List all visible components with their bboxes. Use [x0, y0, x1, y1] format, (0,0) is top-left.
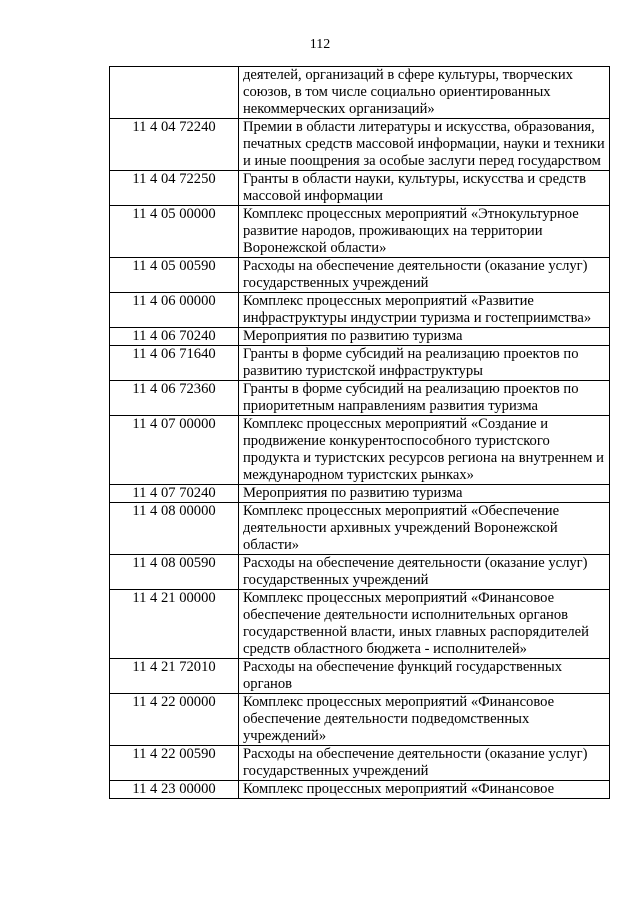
- expense-description-cell: деятелей, организаций в сфере культуры, творческих союзов, в том числе социально ориентированных некоммерческих организаций»: [239, 67, 610, 119]
- classification-code-cell: 11 4 07 70240: [110, 485, 239, 503]
- expense-description-cell: Мероприятия по развитию туризма: [239, 328, 610, 346]
- table-row: [110, 258, 610, 293]
- classification-code-cell: 11 4 23 00000: [110, 781, 239, 799]
- classification-code-cell: 11 4 21 00000: [110, 590, 239, 659]
- table-row: [110, 346, 610, 381]
- expense-description-cell: Расходы на обеспечение функций государственных органов: [239, 659, 610, 694]
- classification-code-cell: 11 4 06 00000: [110, 293, 239, 328]
- table-row: [110, 694, 610, 746]
- classification-code-cell: 11 4 22 00590: [110, 746, 239, 781]
- classification-code-cell: 11 4 08 00000: [110, 503, 239, 555]
- classification-code-cell: 11 4 05 00590: [110, 258, 239, 293]
- classification-code-cell: 11 4 06 70240: [110, 328, 239, 346]
- expense-description-cell: Комплекс процессных мероприятий «Развитие инфраструктуры индустрии туризма и гостеприимства»: [239, 293, 610, 328]
- classification-code-cell: 11 4 08 00590: [110, 555, 239, 590]
- table-row: [110, 746, 610, 781]
- expense-description-cell: Расходы на обеспечение деятельности (оказание услуг) государственных учреждений: [239, 746, 610, 781]
- table-row: [110, 119, 610, 171]
- classification-code-cell: 11 4 04 72240: [110, 119, 239, 171]
- expense-description-cell: Комплекс процессных мероприятий «Финансовое обеспечение деятельности подведомственных учреждений»: [239, 694, 610, 746]
- expense-description-cell: Мероприятия по развитию туризма: [239, 485, 610, 503]
- table-row: [110, 590, 610, 659]
- table-body: [110, 67, 610, 799]
- table-row: [110, 328, 610, 346]
- expense-description-cell: Комплекс процессных мероприятий «Этнокультурное развитие народов, проживающих на территории Воронежской области»: [239, 206, 610, 258]
- classification-code-cell: [110, 67, 239, 119]
- page-number: 112: [309, 37, 331, 52]
- classification-code-cell: 11 4 21 72010: [110, 659, 239, 694]
- table-row: [110, 416, 610, 485]
- classification-code-cell: 11 4 22 00000: [110, 694, 239, 746]
- expense-description-cell: Комплекс процессных мероприятий «Финансовое обеспечение деятельности исполнительных органов государственной власти, иных главных распорядителей средств областного бюджета - исполнителей»: [239, 590, 610, 659]
- table-row: [110, 659, 610, 694]
- expense-description-cell: Расходы на обеспечение деятельности (оказание услуг) государственных учреждений: [239, 555, 610, 590]
- classification-code-cell: 11 4 06 72360: [110, 381, 239, 416]
- expense-description-cell: Гранты в форме субсидий на реализацию проектов по развитию туристской инфраструктуры: [239, 346, 610, 381]
- expense-description-cell: Гранты в области науки, культуры, искусства и средств массовой информации: [239, 171, 610, 206]
- table-row: [110, 503, 610, 555]
- expense-description-cell: Премии в области литературы и искусства, образования, печатных средств массовой информации, науки и техники и иные поощрения за особые заслуги перед государством: [239, 119, 610, 171]
- classification-code-cell: 11 4 06 71640: [110, 346, 239, 381]
- table-row: [110, 555, 610, 590]
- table-row: [110, 485, 610, 503]
- expense-description-cell: Комплекс процессных мероприятий «Обеспечение деятельности архивных учреждений Воронежской области»: [239, 503, 610, 555]
- table-row: [110, 171, 610, 206]
- classification-code-cell: 11 4 04 72250: [110, 171, 239, 206]
- table-row: [110, 67, 610, 119]
- classification-code-cell: 11 4 05 00000: [110, 206, 239, 258]
- budget-classification-table: [109, 66, 610, 799]
- expense-description-cell: Комплекс процессных мероприятий «Создание и продвижение конкурентоспособного туристского продукта и туристских ресурсов региона на внутреннем и международном туристских рынках»: [239, 416, 610, 485]
- expense-description-cell: Комплекс процессных мероприятий «Финансовое: [239, 781, 610, 799]
- table-row: [110, 206, 610, 258]
- classification-code-cell: 11 4 07 00000: [110, 416, 239, 485]
- table-row: [110, 381, 610, 416]
- expense-description-cell: Гранты в форме субсидий на реализацию проектов по приоритетным направлениям развития туризма: [239, 381, 610, 416]
- table-row: [110, 293, 610, 328]
- table-row: [110, 781, 610, 799]
- expense-description-cell: Расходы на обеспечение деятельности (оказание услуг) государственных учреждений: [239, 258, 610, 293]
